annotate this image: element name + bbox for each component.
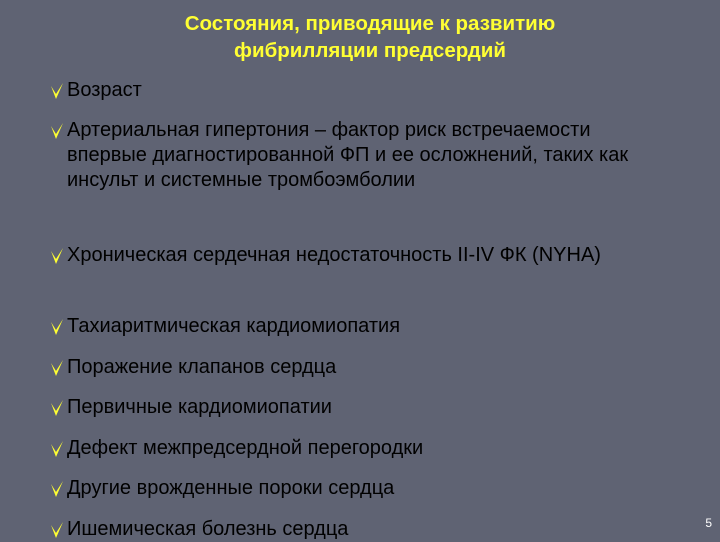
bullet-item	[50, 78, 690, 103]
arrow-check-icon	[50, 480, 64, 498]
bullet-text: Ишемическая болезнь сердца	[67, 518, 349, 540]
bullet-item	[50, 476, 690, 501]
bullet-item	[50, 314, 690, 339]
bullet-text: Другие врожденные пороки сердца	[67, 477, 395, 499]
arrow-check-icon	[50, 399, 64, 417]
bullet-text: Артериальная гипертония – фактор риск встречаемости впервые диагностированной ФП и ее осложнений, таких как инсульт и системные тромбоэмболии	[67, 119, 629, 191]
bullet-item	[50, 436, 690, 461]
arrow-check-icon	[50, 440, 64, 458]
arrow-check-icon	[50, 122, 64, 140]
bullet-item	[50, 355, 690, 380]
title-line-2: фибрилляции предсердий	[234, 39, 506, 62]
page-number: 5	[705, 516, 712, 530]
bullet-text: Поражение клапанов сердца	[67, 356, 337, 378]
arrow-check-icon	[50, 82, 64, 100]
bullet-text: Дефект межпредсердной перегородки	[67, 437, 424, 459]
bullet-item	[50, 243, 690, 268]
title-line-1: Состояния, приводящие к развитию	[184, 12, 556, 35]
bullet-text: Возраст	[67, 79, 142, 101]
slide-title	[60, 10, 680, 64]
arrow-check-icon	[50, 247, 64, 265]
bullet-item	[50, 395, 690, 420]
arrow-check-icon	[50, 318, 64, 336]
bullet-item	[50, 517, 690, 542]
bullet-text: Тахиаритмическая кардиомиопатия	[67, 315, 401, 337]
arrow-check-icon	[50, 359, 64, 377]
bullet-item	[50, 118, 690, 193]
bullet-text: Первичные кардиомиопатии	[67, 396, 332, 418]
bullet-text: Хроническая сердечная недостаточность II-IV ФК (NYHA)	[67, 244, 601, 266]
arrow-check-icon	[50, 521, 64, 539]
